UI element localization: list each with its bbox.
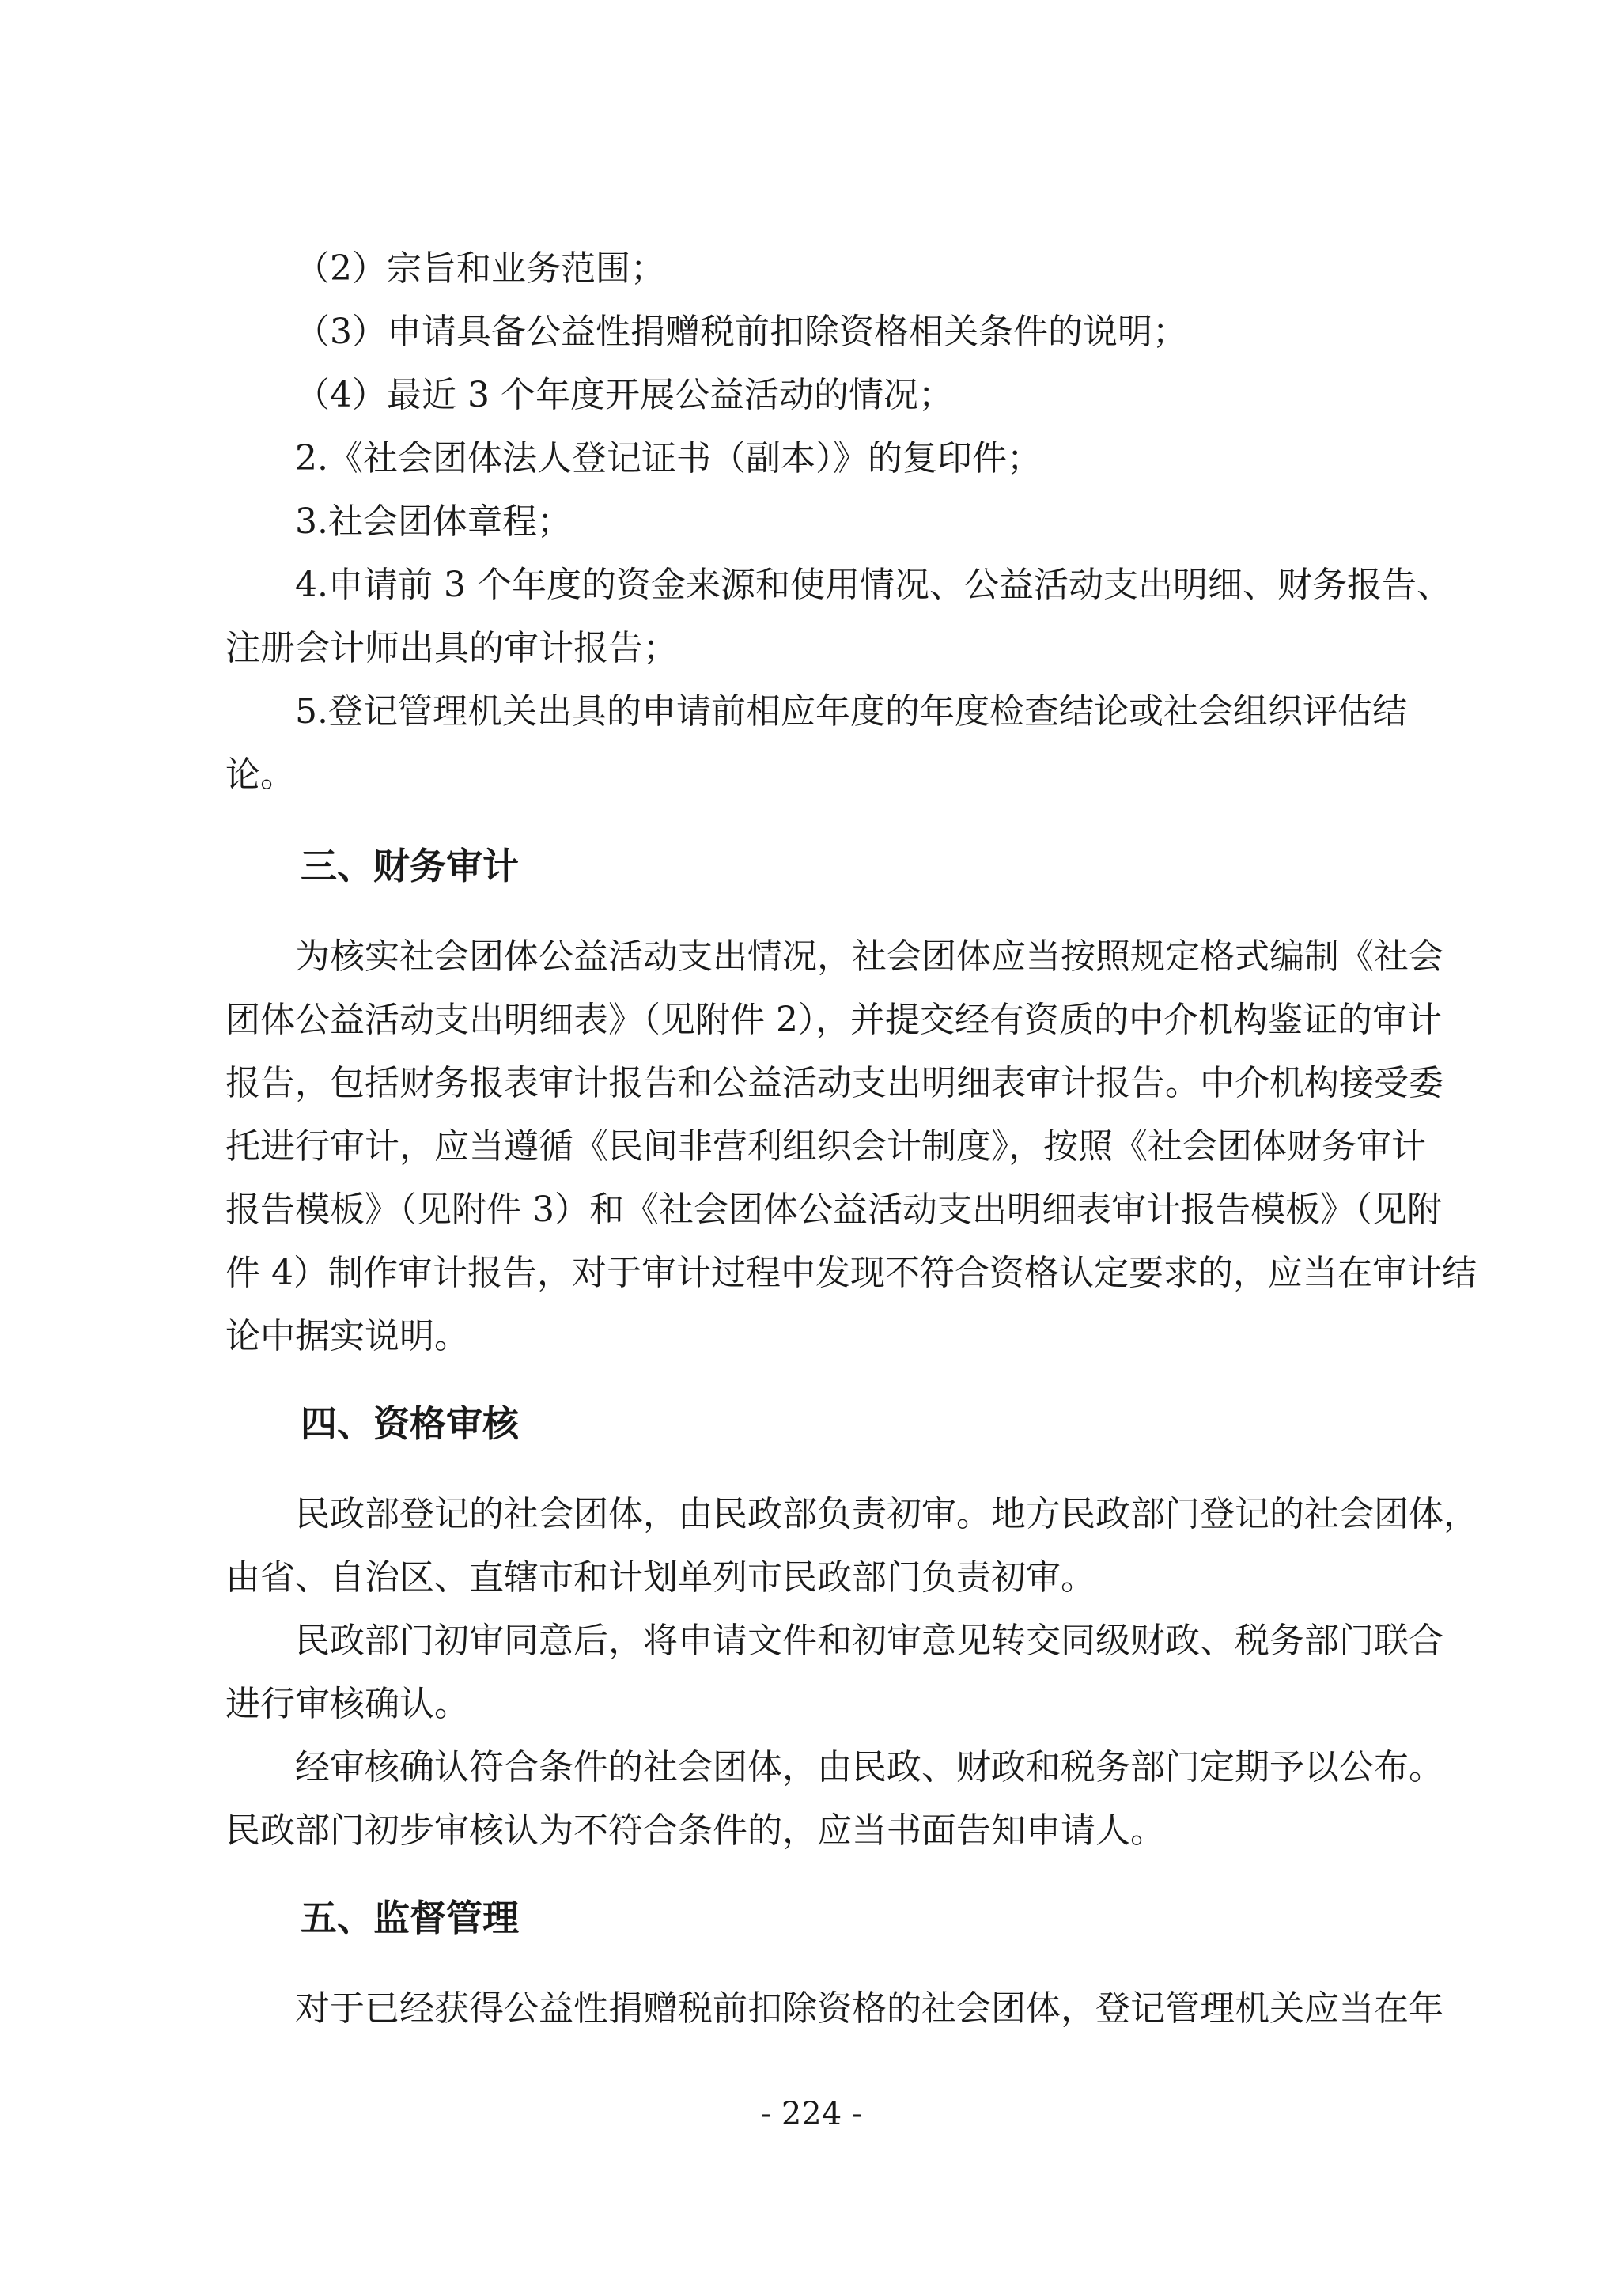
list-item-registration-certificate: 2.《社会团体法人登记证书（副本）》的复印件； bbox=[295, 438, 1042, 478]
paragraph-review-line-4: 进行审核确认。 bbox=[225, 1684, 469, 1724]
paragraph-audit-line-5: 报告模板》（见附件 3）和《社会团体公益活动支出明细表审计报告模板》（见附 bbox=[225, 1190, 1442, 1230]
paragraph-audit-line-3: 报告，包括财务报表审计报告和公益活动支出明细表审计报告。中介机构接受委 bbox=[225, 1063, 1443, 1103]
section-heading-supervision: 五、监督管理 bbox=[301, 1897, 519, 1939]
paragraph-supervision-line-1: 对于已经获得公益性捐赠税前扣除资格的社会团体，登记管理机关应当在年 bbox=[295, 1988, 1443, 2029]
paragraph-audit-line-7: 论中据实说明。 bbox=[225, 1316, 469, 1356]
page-number: - 224 - bbox=[760, 2096, 863, 2132]
paragraph-audit-line-2: 团体公益活动支出明细表》（见附件 2），并提交经有资质的中介机构鉴证的审计 bbox=[225, 1000, 1442, 1040]
paragraph-review-line-2: 由省、自治区、直辖市和计划单列市民政部门负责初审。 bbox=[225, 1557, 1095, 1598]
list-item-annual-inspection-cont: 论。 bbox=[225, 755, 295, 795]
list-item-purpose-scope: （2）宗旨和业务范围； bbox=[295, 248, 665, 289]
paragraph-review-line-6: 民政部门初步审核认为不符合条件的，应当书面告知申请人。 bbox=[225, 1810, 1165, 1851]
paragraph-audit-line-4: 托进行审计，应当遵循《民间非营利组织会计制度》，按照《社会团体财务审计 bbox=[225, 1126, 1426, 1167]
list-item-annual-inspection: 5.登记管理机关出具的申请前相应年度的年度检查结论或社会组织评估结 bbox=[295, 691, 1407, 732]
list-item-funding-sources-cont: 注册会计师出具的审计报告； bbox=[225, 628, 678, 668]
list-item-funding-sources: 4.申请前 3 个年度的资金来源和使用情况、公益活动支出明细、财务报告、 bbox=[295, 565, 1451, 605]
paragraph-review-line-5: 经审核确认符合条件的社会团体，由民政、财政和税务部门定期予以公布。 bbox=[295, 1747, 1443, 1787]
paragraph-review-line-1: 民政部登记的社会团体，由民政部负责初审。地方民政部门登记的社会团体， bbox=[295, 1494, 1478, 1534]
list-item-conditions-explanation: （3）申请具备公益性捐赠税前扣除资格相关条件的说明； bbox=[295, 312, 1187, 352]
paragraph-audit-line-6: 件 4）制作审计报告，对于审计过程中发现不符合资格认定要求的，应当在审计结 bbox=[225, 1253, 1477, 1293]
section-heading-qualification-review: 四、资格审核 bbox=[301, 1402, 519, 1445]
list-item-charter: 3.社会团体章程； bbox=[295, 501, 572, 542]
section-heading-financial-audit: 三、财务审计 bbox=[301, 845, 519, 887]
paragraph-audit-line-1: 为核实社会团体公益活动支出情况，社会团体应当按照规定格式编制《社会 bbox=[295, 936, 1443, 977]
list-item-recent-activities: （4）最近 3 个年度开展公益活动的情况； bbox=[295, 375, 953, 415]
paragraph-review-line-3: 民政部门初审同意后，将申请文件和初审意见转交同级财政、税务部门联合 bbox=[295, 1621, 1443, 1661]
